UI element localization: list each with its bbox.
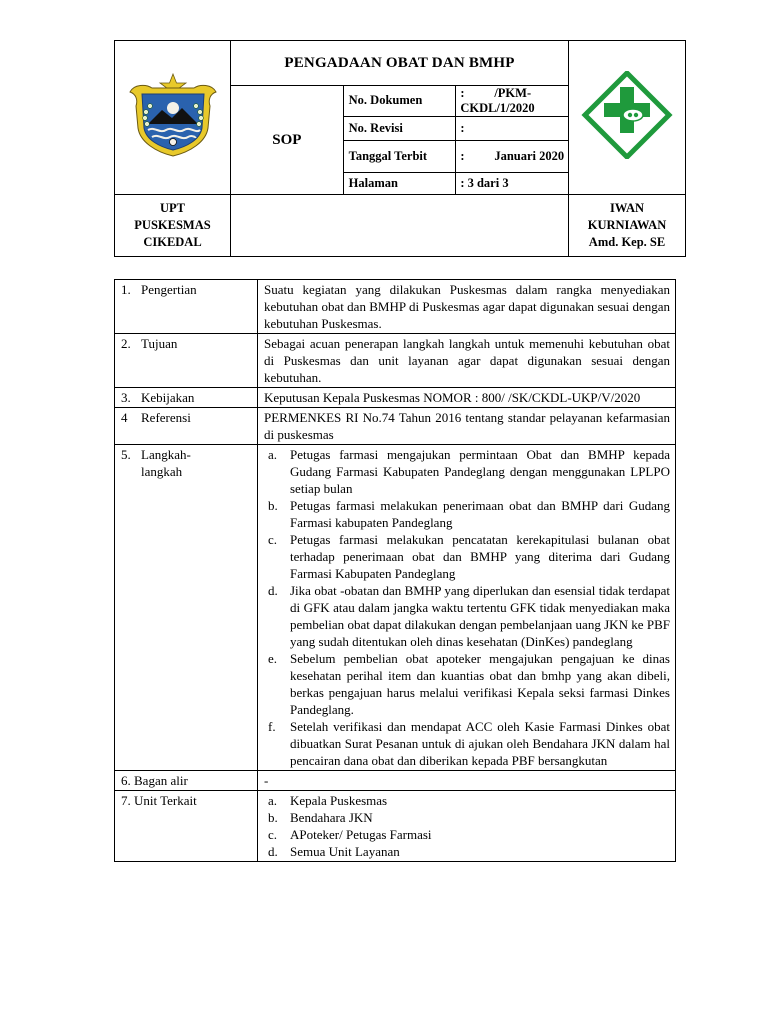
sop-content-table <box>114 279 676 862</box>
regency-emblem-icon <box>124 72 222 158</box>
regency-emblem-cell <box>115 41 231 195</box>
page-label: Halaman <box>343 173 456 195</box>
list-item: f. Setelah verifikasi dan mendapat ACC oleh Kasie Farmasi Dinkes obat dibuatkan Surat Pesanan untuk di ajukan oleh Bendahara JKN dalam hal pencairan dana obat dan diberikan kepada PBF bersangkutan <box>268 719 670 768</box>
doc-number-value: : /PKM-CKDL/1/2020 <box>456 86 569 117</box>
table-row <box>115 280 676 334</box>
table-row <box>115 408 676 445</box>
list-item: a. Kepala Puskesmas <box>268 793 388 808</box>
list-item: b. Petugas farmasi melakukan penerimaan obat dan BMHP dari Gudang Farmasi kabupaten Pandeglang <box>268 498 670 530</box>
section-label: 4 Referensi <box>115 408 258 445</box>
list-item: c. APoteker/ Petugas Farmasi <box>268 827 432 842</box>
blank-signature-area <box>231 195 569 257</box>
puskesmas-logo-cell <box>569 41 686 195</box>
revision-label: No. Revisi <box>343 117 456 141</box>
table-row <box>115 791 676 862</box>
page-value: : 3 dari 3 <box>456 173 569 195</box>
section-label: 3. Kebijakan <box>115 388 258 408</box>
section-label: 7. Unit Terkait <box>115 791 258 862</box>
revision-value: : <box>456 117 569 141</box>
unit-name: UPT PUSKESMAS CIKEDAL <box>115 195 231 257</box>
list-item: b. Bendahara JKN <box>268 810 373 825</box>
section-label: 1. Pengertian <box>115 280 258 334</box>
table-row <box>115 445 676 771</box>
section-label: 5. Langkah- langkah <box>115 445 258 771</box>
list-item: d. Jika obat -obatan dan BMHP yang diperlukan dan esensial tidak terdapat di GFK atau dalam jangka waktu tertentu GFK tidak menyediakan maka pembelian obat dapat dilakukan dengan pembelanjaan uang JKN ke PBF yang sudah ditentukan oleh dinas kesehatan (DinKes) pandeglang <box>268 583 670 649</box>
section-steps <box>258 445 676 771</box>
section-units <box>258 791 676 862</box>
list-item: a. Petugas farmasi mengajukan permintaan Obat dan BMHP kepada Gudang Farmasi Kabupaten Pandeglang dengan menggunakan LPLPO setiap bulan <box>268 447 670 496</box>
issue-date-label: Tanggal Terbit <box>343 141 456 173</box>
list-item: d. Semua Unit Layanan <box>268 844 400 859</box>
section-text: Suatu kegiatan yang dilakukan Puskesmas dalam rangka menyediakan kebutuhan obat dan BMHP di Puskesmas agar dapat digunakan sesuai dengan kebutuhan Puskesmas. <box>258 280 676 334</box>
section-label: 6. Bagan alir <box>115 771 258 791</box>
issue-date-value: : Januari 2020 <box>456 141 569 173</box>
document-title: PENGADAAN OBAT DAN BMHP <box>231 41 569 86</box>
sop-header-table <box>114 40 686 257</box>
puskesmas-logo-icon <box>581 71 673 159</box>
section-text: PERMENKES RI No.74 Tahun 2016 tentang standar pelayanan kefarmasian di puskesmas <box>258 408 676 445</box>
sop-label: SOP <box>231 86 344 195</box>
list-item: e. Sebelum pembelian obat apoteker mengajukan pengajuan ke dinas kesehatan perihal item dan kuantias obat dan bmhp yang akan dibeli, berkas pengajuan harus melalui verifikasi Kepala seksi farmasi Dinkes Pandeglang. <box>268 651 670 717</box>
list-item: c. Petugas farmasi melakukan pencatatan kerekapitulasi bulanan obat terhadap penerimaan obat dan BMHP yang diterima dari Gudang Farmasi Kabupaten Pandeglang <box>268 532 670 581</box>
signatory-name: IWAN KURNIAWAN Amd. Kep. SE <box>569 195 686 257</box>
table-row <box>115 334 676 388</box>
table-row <box>115 771 676 791</box>
section-text: - <box>258 771 676 791</box>
section-text: Keputusan Kepala Puskesmas NOMOR : 800/ /SK/CKDL-UKP/V/2020 <box>258 388 676 408</box>
table-row <box>115 388 676 408</box>
doc-number-label: No. Dokumen <box>343 86 456 117</box>
section-label: 2. Tujuan <box>115 334 258 388</box>
section-text: Sebagai acuan penerapan langkah langkah untuk memenuhi kebutuhan obat di Puskesmas dan unit layanan agar dapat digunakan sesuai dengan kebutuhan. <box>258 334 676 388</box>
